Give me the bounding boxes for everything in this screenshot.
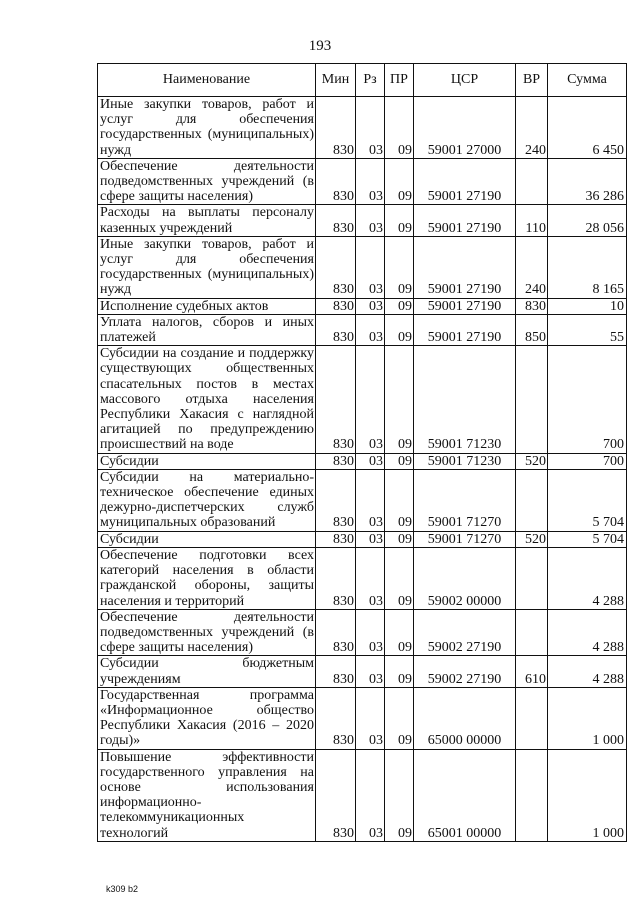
row-pr: 09 [385, 609, 414, 656]
header-min: Мин [316, 64, 356, 97]
row-pr: 09 [385, 749, 414, 841]
row-csr: 59002 27190 [414, 609, 516, 656]
page-number: 193 [308, 38, 332, 54]
row-rz: 03 [356, 531, 385, 547]
row-rz: 03 [356, 236, 385, 298]
row-rz: 03 [356, 97, 385, 159]
row-sum: 5 704 [548, 531, 627, 547]
table-row [98, 346, 627, 453]
row-sum: 1 000 [548, 687, 627, 749]
row-name: Обеспечение деятельности подведомственных учреждений (в сфере защиты населения) [98, 158, 316, 205]
row-vr [516, 158, 548, 205]
row-pr: 09 [385, 298, 414, 314]
row-sum: 6 450 [548, 97, 627, 159]
row-vr [516, 469, 548, 531]
row-csr: 59001 27190 [414, 236, 516, 298]
row-rz: 03 [356, 346, 385, 453]
row-csr: 59002 27190 [414, 656, 516, 687]
row-pr: 09 [385, 236, 414, 298]
header-csr: ЦСР [414, 64, 516, 97]
row-min: 830 [316, 205, 356, 236]
row-vr [516, 687, 548, 749]
row-vr: 240 [516, 97, 548, 159]
row-csr: 59001 71270 [414, 531, 516, 547]
row-name: Иные закупки товаров, работ и услуг для обеспечения государственных (муниципальных) нужд [98, 97, 316, 159]
row-sum: 55 [548, 314, 627, 345]
row-sum: 8 165 [548, 236, 627, 298]
row-min: 830 [316, 687, 356, 749]
table-row [98, 469, 627, 531]
row-csr: 59002 00000 [414, 547, 516, 609]
row-vr: 830 [516, 298, 548, 314]
row-pr: 09 [385, 547, 414, 609]
row-csr: 59001 71230 [414, 346, 516, 453]
row-name: Обеспечение деятельности подведомственных учреждений (в сфере защиты населения) [98, 609, 316, 656]
row-min: 830 [316, 346, 356, 453]
table-row [98, 687, 627, 749]
row-pr: 09 [385, 656, 414, 687]
row-rz: 03 [356, 314, 385, 345]
row-min: 830 [316, 453, 356, 469]
row-name: Субсидии на материально-техническое обеспечение единых дежурно-диспетчерских служб муниципальных образований [98, 469, 316, 531]
budget-table [97, 63, 627, 842]
row-csr: 59001 27190 [414, 158, 516, 205]
row-name: Субсидии [98, 531, 316, 547]
row-csr: 65001 00000 [414, 749, 516, 841]
header-vr: ВР [516, 64, 548, 97]
row-min: 830 [316, 749, 356, 841]
row-min: 830 [316, 236, 356, 298]
header-sum: Сумма [548, 64, 627, 97]
header-rz: Рз [356, 64, 385, 97]
row-csr: 59001 27190 [414, 314, 516, 345]
table-row [98, 656, 627, 687]
row-vr: 610 [516, 656, 548, 687]
row-sum: 36 286 [548, 158, 627, 205]
row-min: 830 [316, 531, 356, 547]
row-vr: 520 [516, 531, 548, 547]
row-pr: 09 [385, 346, 414, 453]
row-min: 830 [316, 158, 356, 205]
table-row [98, 205, 627, 236]
row-csr: 59001 27190 [414, 205, 516, 236]
row-rz: 03 [356, 749, 385, 841]
row-name: Иные закупки товаров, работ и услуг для обеспечения государственных (муниципальных) нужд [98, 236, 316, 298]
row-min: 830 [316, 609, 356, 656]
row-pr: 09 [385, 97, 414, 159]
row-name: Субсидии бюджетным учреждениям [98, 656, 316, 687]
row-pr: 09 [385, 314, 414, 345]
row-vr: 850 [516, 314, 548, 345]
row-sum: 1 000 [548, 749, 627, 841]
header-pr: ПР [385, 64, 414, 97]
row-name: Уплата налогов, сборов и иных платежей [98, 314, 316, 345]
row-vr [516, 547, 548, 609]
row-pr: 09 [385, 453, 414, 469]
row-csr: 59001 71270 [414, 469, 516, 531]
table-row [98, 453, 627, 469]
row-name: Повышение эффективности государственного управления на основе использования информационно-телекоммуникационных технологий [98, 749, 316, 841]
row-name: Исполнение судебных актов [98, 298, 316, 314]
row-min: 830 [316, 469, 356, 531]
row-vr [516, 749, 548, 841]
table-row [98, 547, 627, 609]
row-vr [516, 346, 548, 453]
row-csr: 59001 71230 [414, 453, 516, 469]
row-sum: 4 288 [548, 547, 627, 609]
row-min: 830 [316, 298, 356, 314]
row-name: Субсидии [98, 453, 316, 469]
row-rz: 03 [356, 656, 385, 687]
table-row [98, 609, 627, 656]
row-sum: 28 056 [548, 205, 627, 236]
row-name: Обеспечение подготовки всех категорий населения в области гражданской обороны, защиты населения и территорий [98, 547, 316, 609]
row-vr: 110 [516, 205, 548, 236]
row-pr: 09 [385, 205, 414, 236]
row-pr: 09 [385, 469, 414, 531]
row-rz: 03 [356, 453, 385, 469]
table-header-row [98, 64, 627, 97]
row-sum: 4 288 [548, 609, 627, 656]
footer-code: k309 b2 [106, 884, 139, 894]
row-sum: 10 [548, 298, 627, 314]
row-rz: 03 [356, 469, 385, 531]
row-rz: 03 [356, 609, 385, 656]
row-csr: 59001 27000 [414, 97, 516, 159]
row-rz: 03 [356, 687, 385, 749]
row-rz: 03 [356, 158, 385, 205]
row-sum: 700 [548, 346, 627, 453]
row-sum: 700 [548, 453, 627, 469]
row-csr: 65000 00000 [414, 687, 516, 749]
row-vr [516, 609, 548, 656]
table-row [98, 236, 627, 298]
row-pr: 09 [385, 531, 414, 547]
row-sum: 5 704 [548, 469, 627, 531]
row-sum: 4 288 [548, 656, 627, 687]
row-rz: 03 [356, 298, 385, 314]
row-vr: 520 [516, 453, 548, 469]
table-row [98, 158, 627, 205]
row-min: 830 [316, 656, 356, 687]
row-name: Субсидии на создание и поддержку существующих общественных спасательных постов в местах массового отдыха населения Республики Хакасия с наглядной агитацией по предупреждению происшествий на воде [98, 346, 316, 453]
table-row [98, 531, 627, 547]
row-rz: 03 [356, 547, 385, 609]
row-min: 830 [316, 547, 356, 609]
row-csr: 59001 27190 [414, 298, 516, 314]
row-min: 830 [316, 314, 356, 345]
table-row [98, 314, 627, 345]
row-pr: 09 [385, 158, 414, 205]
header-name: Наименование [98, 64, 316, 97]
row-pr: 09 [385, 687, 414, 749]
row-min: 830 [316, 97, 356, 159]
row-vr: 240 [516, 236, 548, 298]
table-row [98, 298, 627, 314]
row-name: Государственная программа «Информационное общество Республики Хакасия (2016 – 2020 годы)» [98, 687, 316, 749]
table-row [98, 97, 627, 159]
row-rz: 03 [356, 205, 385, 236]
table-row [98, 749, 627, 841]
row-name: Расходы на выплаты персоналу казенных учреждений [98, 205, 316, 236]
